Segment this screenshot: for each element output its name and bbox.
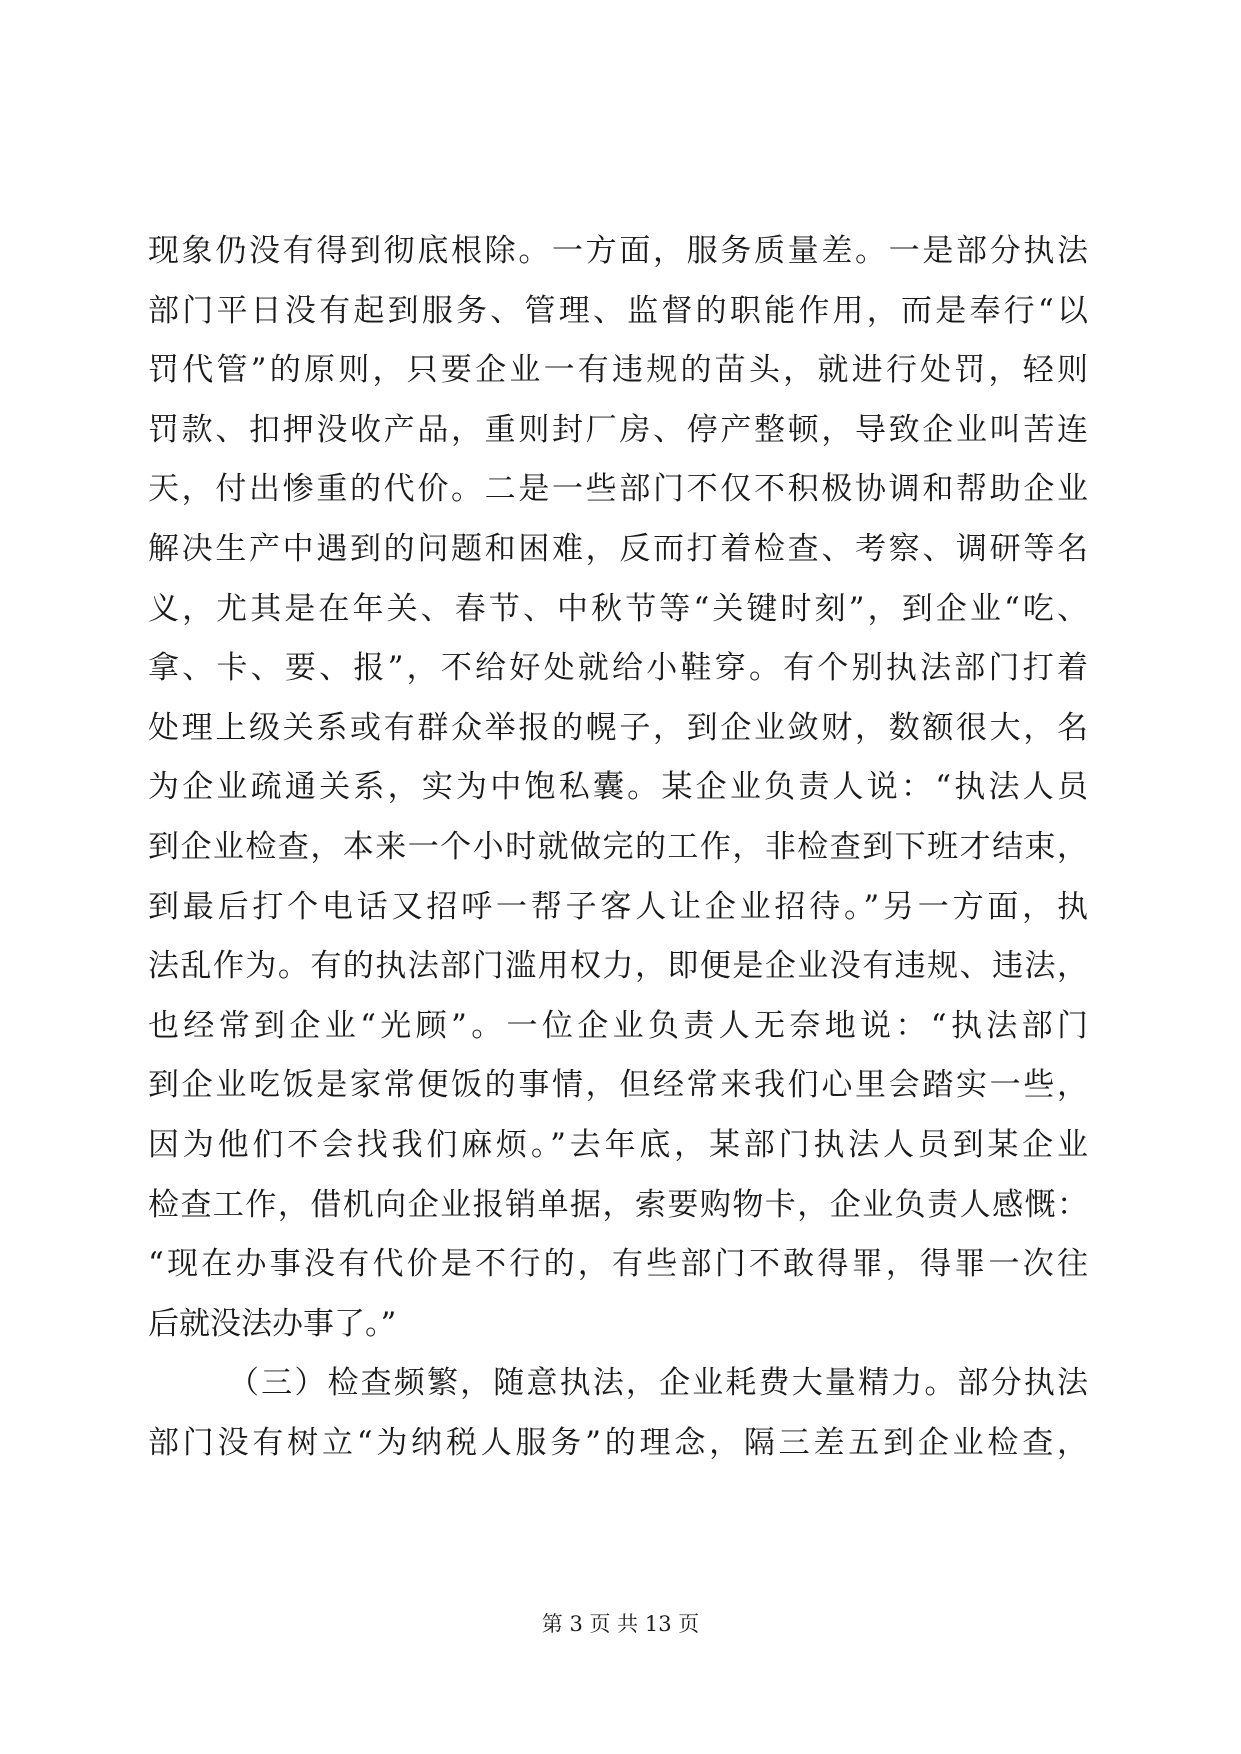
text-line: 现象仍没有得到彻底根除。一方面，服务质量差。一是部分执法 bbox=[148, 233, 1088, 269]
text-line: 也经常到企业“光顾”。一位企业负责人无奈地说：“执法部门 bbox=[148, 1007, 1088, 1044]
body-text bbox=[148, 222, 1088, 1473]
text-line: “现在办事没有代价是不行的，有些部门不敢得罪，得罪一次往 bbox=[148, 1246, 1088, 1283]
text-line: 罚代管”的原则，只要企业一有违规的苗头，就进行处罚，轻则 bbox=[148, 352, 1088, 389]
text-line: 解决生产中遇到的问题和困难，反而打着检查、考察、调研等名 bbox=[148, 530, 1088, 567]
text-line: 到企业吃饭是家常便饭的事情，但经常来我们心里会踏实一些， bbox=[148, 1067, 1088, 1104]
text-line: 为企业疏通关系，实为中饱私囊。某企业负责人说：“执法人员 bbox=[148, 769, 1088, 806]
text-line: 拿、卡、要、报”，不给好处就给小鞋穿。有个别执法部门打着 bbox=[148, 650, 1088, 687]
text-line: 到最后打个电话又招呼一帮子客人让企业招待。”另一方面，执 bbox=[148, 888, 1088, 925]
text-line: 后就没法办事了。” bbox=[148, 1305, 397, 1342]
text-line: 处理上级关系或有群众举报的幌子，到企业敛财，数额很大，名 bbox=[148, 709, 1088, 746]
text-line: 义，尤其是在年关、春节、中秋节等“关键时刻”，到企业“吃、 bbox=[148, 590, 1088, 627]
page-number-footer: 第 3 页 共 13 页 bbox=[541, 1612, 700, 1636]
text-line: 法乱作为。有的执法部门滥用权力，即便是企业没有违规、违法， bbox=[148, 948, 1088, 985]
text-line: 检查工作，借机向企业报销单据，索要购物卡，企业负责人感慨： bbox=[148, 1186, 1088, 1223]
section-heading-line: （三）检查频繁，随意执法，企业耗费大量精力。部分执法 bbox=[228, 1365, 1088, 1402]
text-line: 天，付出惨重的代价。二是一些部门不仅不积极协调和帮助企业 bbox=[148, 471, 1088, 508]
text-line: 部门平日没有起到服务、管理、监督的职能作用，而是奉行“以 bbox=[148, 292, 1088, 329]
text-line: 部门没有树立“为纳税人服务”的理念，隔三差五到企业检查， bbox=[148, 1424, 1088, 1461]
text-line: 罚款、扣押没收产品，重则封厂房、停产整顿，导致企业叫苦连 bbox=[148, 411, 1088, 448]
text-line: 因为他们不会找我们麻烦。”去年底，某部门执法人员到某企业 bbox=[148, 1126, 1088, 1163]
text-line: 到企业检查，本来一个小时就做完的工作，非检查到下班才结束， bbox=[148, 828, 1088, 865]
